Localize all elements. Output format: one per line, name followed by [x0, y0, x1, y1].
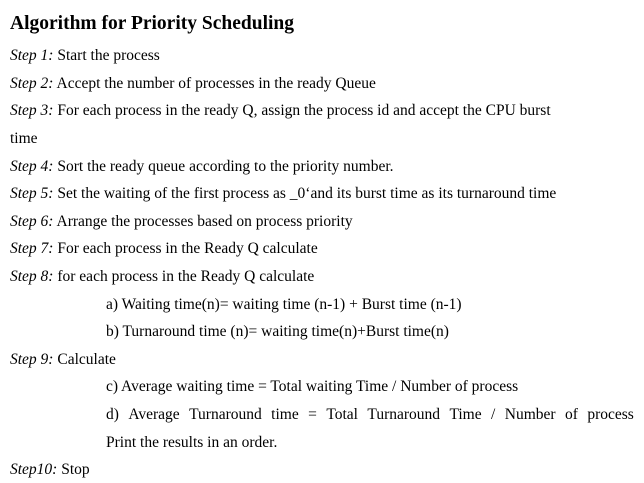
step-9 [10, 351, 116, 369]
formula-average-waiting-time: c) Average waiting time = Total waiting Time / Number of process [106, 378, 519, 395]
formula-word: = [308, 406, 317, 423]
step-label: Step 1: [10, 47, 54, 64]
formula-word: Time [449, 406, 482, 423]
step-text: time [10, 130, 38, 147]
formula-average-turnaround-time [106, 406, 634, 424]
page-title: Algorithm for Priority Scheduling [10, 13, 294, 34]
step-3-continuation [10, 130, 38, 148]
step-label: Step 4: [10, 158, 54, 175]
step-label: Step 6: [10, 213, 54, 230]
step-10 [10, 461, 90, 479]
step-label: Step 8: [10, 268, 54, 285]
step-5 [10, 185, 556, 203]
step-text: Arrange the processes based on process priority [53, 213, 353, 230]
formula-word: of [565, 406, 578, 423]
step-text: Stop [57, 461, 90, 478]
formula-word: time [271, 406, 299, 423]
formula-word: Total [326, 406, 358, 423]
step-text: Accept the number of processes in the ready Queue [53, 75, 376, 92]
formula-word: Turnaround [367, 406, 441, 423]
print-results-text: Print the results in an order. [106, 434, 278, 451]
step-text: Start the process [53, 47, 160, 64]
step-text: for each process in the Ready Q calculate [53, 268, 315, 285]
step-1 [10, 47, 160, 65]
formula-word: Number [504, 406, 556, 423]
step-7 [10, 240, 318, 258]
step-label: Step 7: [10, 240, 54, 257]
step-text: For each process in the ready Q, assign the process id and accept the CPU burst [53, 102, 551, 119]
formula-word: / [491, 406, 496, 423]
step-label: Step 3: [10, 102, 54, 119]
step-text: Set the waiting of the first process as _0‘and its burst time as its turnaround time [53, 185, 557, 202]
formula-waiting-time: a) Waiting time(n)= waiting time (n-1) + Burst time (n-1) [106, 296, 462, 313]
step-text: For each process in the Ready Q calculate [53, 240, 318, 257]
step-label: Step 9: [10, 351, 54, 368]
step-label: Step 2: [10, 75, 54, 92]
formula-word: process [587, 406, 634, 423]
step-label: Step10: [10, 461, 58, 478]
step-text: Calculate [53, 351, 116, 368]
formula-word: Average [128, 406, 180, 423]
step-text: Sort the ready queue according to the priority number. [53, 158, 394, 175]
step-4 [10, 158, 394, 176]
step-8 [10, 268, 314, 286]
step-6 [10, 213, 353, 231]
step-3 [10, 102, 551, 120]
formula-word: d) [106, 406, 119, 423]
step-2 [10, 75, 376, 93]
step-label: Step 5: [10, 185, 54, 202]
formula-word: Turnaround [189, 406, 262, 423]
formula-turnaround-time: b) Turnaround time (n)= waiting time(n)+Burst time(n) [106, 323, 449, 340]
